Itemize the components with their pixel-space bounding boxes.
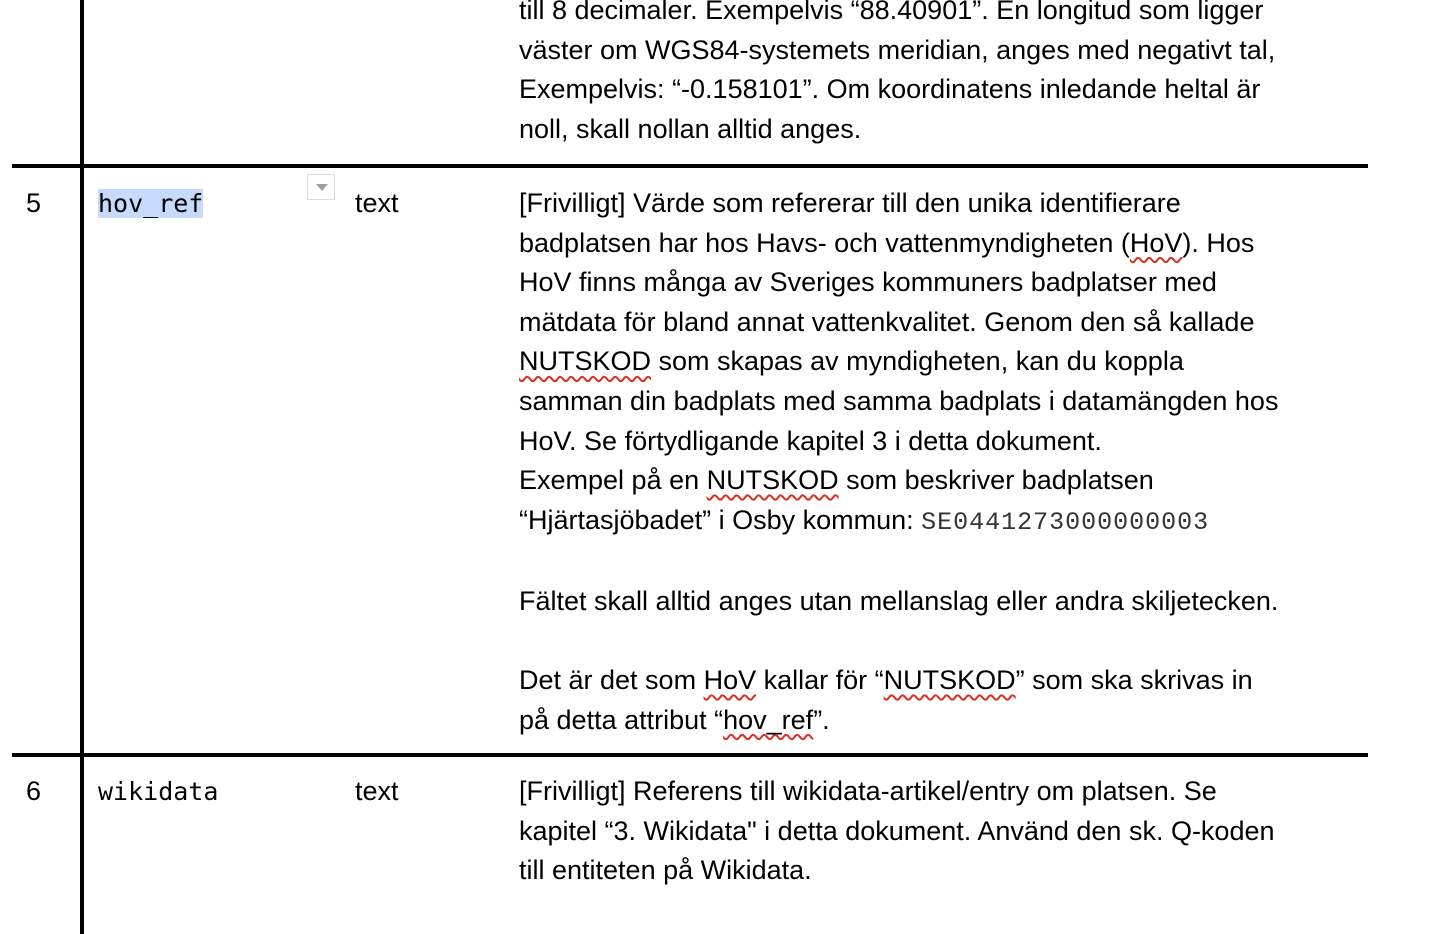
spellcheck-word[interactable]: HoV [703, 665, 757, 696]
description-line: NUTSKOD som skapas av myndigheten, kan du koppla [519, 346, 1184, 377]
row-6-number: 6 [26, 776, 42, 806]
row-6-attribute[interactable]: wikidata [98, 777, 219, 806]
row-divider [12, 753, 1368, 757]
description-line: HoV finns många av Sveriges kommuners badplatser med [519, 267, 1217, 298]
description-line: badplatsen har hos Havs- och vattenmyndigheten (HoV). Hos [519, 227, 1255, 258]
description-line: Fältet skall alltid anges utan mellanslag eller andra skiljetecken. [519, 585, 1279, 616]
spellcheck-word[interactable]: HoV [1129, 227, 1183, 258]
table-vertical-divider [80, 0, 84, 934]
description-line: på detta attribut “hov_ref”. [519, 704, 830, 735]
description-line: till 8 decimaler. Exempelvis “88.40901”. En longitud som ligger [519, 0, 1264, 25]
description-line: väster om WGS84-systemets meridian, anges med negativt tal, [519, 34, 1276, 65]
row-5-description [519, 184, 1359, 740]
description-line: Det är det som HoV kallar för “NUTSKOD” som ska skrivas in [519, 665, 1253, 696]
selected-attribute-text[interactable]: hov_ref [98, 189, 204, 218]
description-line: HoV. Se förtydligande kapitel 3 i detta dokument. [519, 425, 1102, 456]
chevron-down-icon[interactable] [307, 174, 335, 200]
spellcheck-word[interactable]: NUTSKOD [883, 665, 1016, 696]
description-line: Exempelvis: “-0.158101”. Om koordinatens inledande heltal är [519, 74, 1261, 105]
description-line: “Hjärtasjöbadet” i Osby kommun: SE0441273000000003 [519, 504, 1210, 537]
spellcheck-word[interactable]: NUTSKOD [519, 346, 652, 377]
spellcheck-word[interactable]: hov_ref [723, 704, 814, 735]
description-line: till entiteten på Wikidata. [519, 855, 812, 886]
row-6-type: text [355, 776, 399, 806]
description-line: [Frivilligt] Referens till wikidata-artikel/entry om platsen. Se [519, 776, 1217, 806]
description-line: mätdata för bland annat vattenkvalitet. Genom den så kallade [519, 306, 1255, 337]
row-5-type: text [355, 188, 399, 218]
description-line: [Frivilligt] Värde som refererar till den unika identifierare [519, 188, 1181, 218]
spellcheck-word[interactable]: NUTSKOD [706, 465, 839, 496]
row-4-description [519, 0, 1359, 149]
description-line: Exempel på en NUTSKOD som beskriver badplatsen [519, 465, 1154, 496]
description-line: samman din badplats med samma badplats i datamängden hos [519, 385, 1279, 416]
row-5-number: 5 [26, 188, 42, 218]
row-divider [12, 164, 1368, 168]
description-line: noll, skall nollan alltid anges. [519, 113, 862, 144]
row-6-description [519, 772, 1359, 891]
example-code: SE0441273000000003 [921, 507, 1210, 537]
row-5-attribute[interactable] [98, 184, 203, 224]
description-line: kapitel “3. Wikidata" i detta dokument. Använd den sk. Q-koden [519, 815, 1275, 846]
